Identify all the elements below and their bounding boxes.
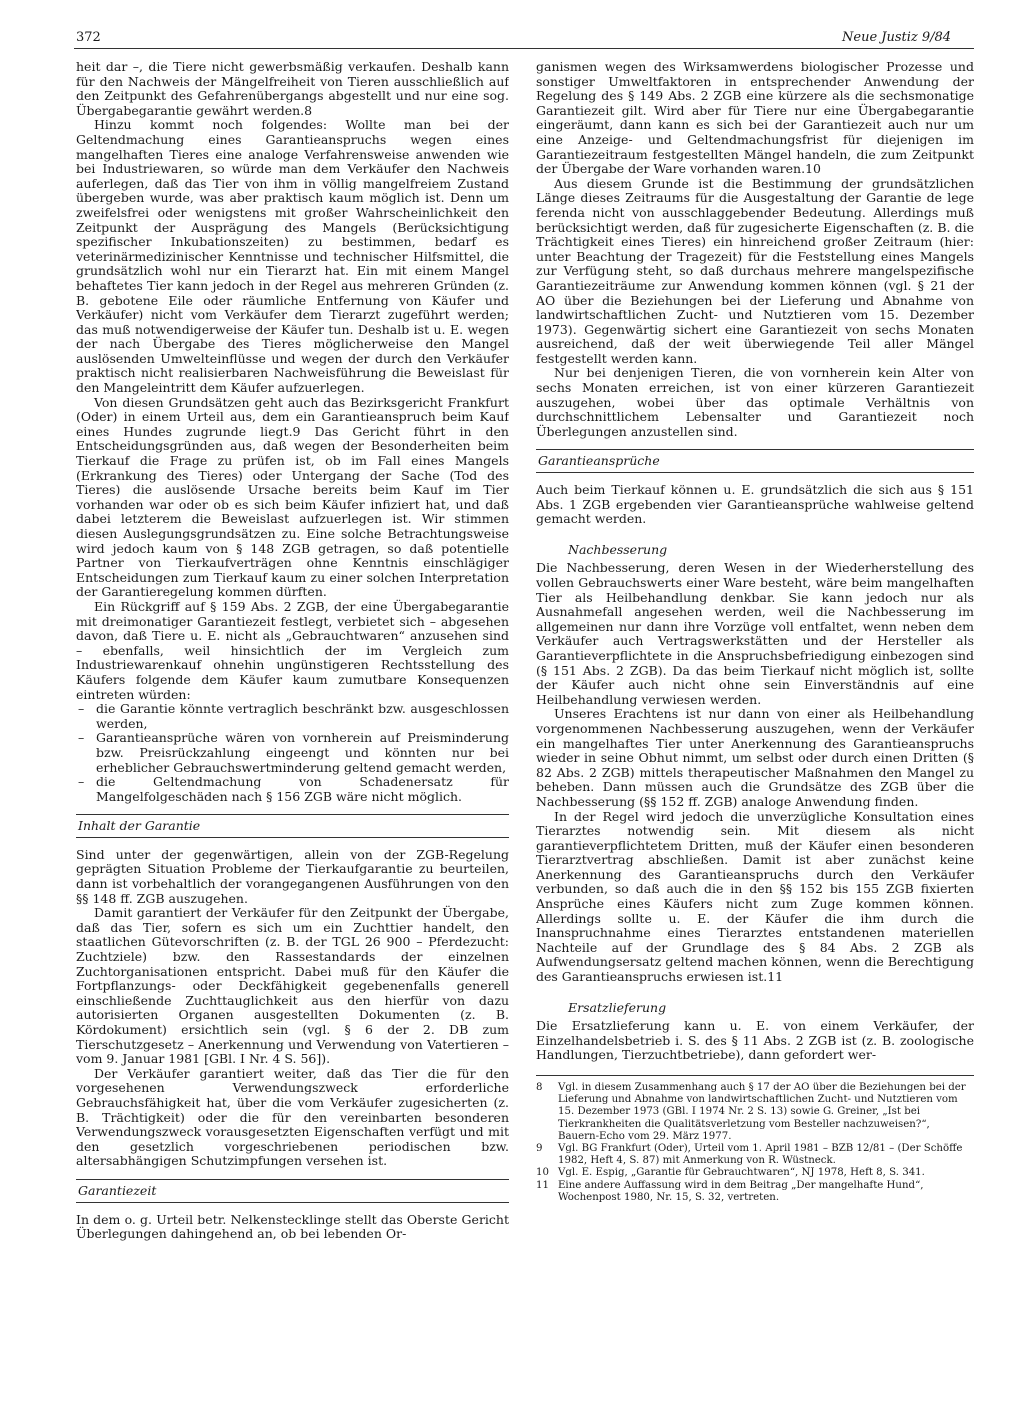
paragraph-garantieansprueche: Auch beim Tierkauf können u. E. grundsätzlich die sich aus § 151 Abs. 1 ZGB ergebenden vier Garantieansprüche wahlweise geltend gemacht werden.	[536, 482, 974, 527]
consequence-list	[76, 702, 509, 804]
subheading-nachbesserung: Nachbesserung	[568, 541, 668, 557]
footnote	[536, 1180, 974, 1204]
footnote	[536, 1082, 974, 1143]
journal-title: Neue Justiz 9/84	[842, 30, 952, 45]
paragraph-ersatzlieferung: Die Ersatzlieferung kann u. E. von einem Verkäufer, der Einzelhandelsbetrieb i. S. des § 11 Abs. 2 ZGB ist (z. B. zoologische Handlungen, Tierzuchtbetriebe), dann gefordert wer-	[536, 1018, 974, 1063]
section-heading-garantiezeit: Garantiezeit	[76, 1179, 509, 1203]
left-column	[76, 60, 509, 1408]
paragraph: Nur bei denjenigen Tieren, die von vornherein kein Alter von sechs Monaten erreichen, ist von einer kürzeren Garantiezeit auszugehen, wobei über das optimale Verhältnis von durchschnittlichem Lebensalter und Garantiezeit noch Überlegungen anzustellen sind.	[536, 365, 974, 439]
footnote-text: Vgl. in diesem Zusammenhang auch § 17 der AO über die Beziehungen bei der Lieferung und Abnahme von landwirtschaftlichen Zucht- und Nutztieren vom 15. Dezember 1973 (GBl. I 1974 Nr. 2 S. 13) sowie G. Greiner, „Ist bei Tierkrankheiten die Qualitätsverletzung vom Besteller nachzuweisen?“, Bauern-Echo vom 29. März 1977.	[558, 1082, 966, 1142]
list-item: – die Garantie könnte vertraglich beschränkt bzw. ausgeschlossen werden,	[76, 702, 509, 731]
paragraph: Von diesen Grundsätzen geht auch das Bezirksgericht Frankfurt (Oder) in einem Urteil aus, dem ein Garantieanspruch beim Kauf eines Hundes zugrunde liegt.9 Das Gericht führt in den Entscheidungsgründen aus, daß wegen der Besonderheiten beim Tierkauf die Frage zu prüfen ist, ob im Fall eines Mangels (Erkrankung des Tieres) oder Untergang der Sache (Tod des Tieres) die auslösende Ursache bereits beim Kauf im Tier vorhanden war oder ob es sich beim Käufer infiziert hat, und daß dabei letzterem die Beweislast aufzuerlegen ist. Wir stimmen diesen Auslegungsgrundsätzen zu. Eine solche Betrachtungsweise wird jedoch kaum von § 148 ZGB getragen, so daß potentielle Partner von Tierkaufverträgen ohne Kenntnis einschlägiger Entscheidungen zum Tierkauf kaum zu einer solchen Interpretation der Garantieregelung kommen dürften.	[76, 394, 509, 600]
footnote-text: Vgl. E. Espig, „Garantie für Gebrauchtwaren“, NJ 1978, Heft 8, S. 341.	[558, 1167, 925, 1179]
footnote	[536, 1143, 974, 1167]
right-column	[536, 60, 974, 1408]
footnote	[536, 1167, 974, 1179]
paragraph: Sind unter der gegenwärtigen, allein von der ZGB-Regelung geprägten Situation Probleme der Tierkaufgarantie zu beurteilen, dann ist vorbehaltlich der vorangegangenen Ausführungen von den §§ 148 ff. ZGB auszugehen.	[76, 846, 509, 906]
paragraph: Damit garantiert der Verkäufer für den Zeitpunkt der Übergabe, daß das Tier, sofern es sich um ein Zuchttier handelt, den staatlichen Gütevorschriften (z. B. der TGL 26 900 – Pferdezucht: Zuchtziele) bzw. den Rassestandards der einzelnen Zuchtorganisationen entspricht. Dabei muß für den Käufer die Fortpflanzungs- oder Deckfähigkeit gegebenenfalls generell einschließende Zuchttauglichkeit aus den hierfür von dazu autorisierten Organen ausgestellten Dokumenten (z. B. Kördokument) ersichtlich sein (vgl. § 6 der 2. DB zum Tierschutzgesetz – Anerkennung und Verwendung von Vatertieren – vom 9. Januar 1981 [GBl. I Nr. 4 S. 56]).	[76, 905, 509, 1067]
paragraph: Ein Rückgriff auf § 159 Abs. 2 ZGB, der eine Übergabegarantie mit dreimonatiger Garantiezeit festlegt, verbietet sich – abgesehen davon, daß Tiere u. E. nicht als „Gebrauchtwaren“ anzusehen sind – ebenfalls, weil hinsichtlich der im Vergleich zum Industriewarenkauf ohnehin ungünstigeren Rechtsstellung des Käufers folgende dem Käufer kaum zumutbare Konsequenzen eintreten würden:	[76, 598, 509, 702]
footnote-text: Eine andere Auffassung wird in dem Beitrag „Der mangelhafte Hund“, Wochenpost 1980, Nr. 15, S. 32, vertreten.	[558, 1179, 924, 1203]
paragraph: Aus diesem Grunde ist die Bestimmung der grundsätzlichen Länge dieses Zeitraums für die Ausgestaltung der Garantie de lege ferenda nicht von ausschlaggebender Bedeutung. Allerdings muß berücksichtigt werden, daß für zugesicherte Eigenschaften (z. B. die Trächtigkeit eines Tieres) ein hinreichend großer Zeitraum (hier: unter Beachtung der Tragezeit) für die Feststellung eines Mangels zur Verfügung steht, so daß durchaus mehrere mangelspezifische Garantiezeiträume zur Anwendung kommen können (vgl. § 21 der AO über die Beziehungen bei der Lieferung und Abnahme von landwirtschaftlichen Zucht- und Nutztieren vom 15. Dezember 1973). Gegenwärtig sichert eine Garantiezeit von sechs Monaten ausreichend, daß der weit überwiegende Teil aller Mängel festgestellt werden kann.	[536, 175, 974, 366]
footnote-number: 8	[536, 1082, 543, 1093]
paragraph: ganismen wegen des Wirksamwerdens biologischer Prozesse und sonstiger Umweltfaktoren in entsprechender Anwendung der Regelung des § 149 Abs. 2 ZGB eine kürzere als die sechsmonatige Garantiezeit gilt. Wird aber für Tiere nur eine Übergabegarantie eingeräumt, dann kann es sich bei der Garantiezeit auch nur um eine Anzeige- und Geltendmachungsfrist für diejenigen im Garantiezeitraum festgestellten Mängel handeln, die zum Zeitpunkt der Übergabe der Ware vorhanden waren.10	[536, 60, 974, 177]
page-number: 372	[76, 30, 101, 45]
paragraph: Der Verkäufer garantiert weiter, daß das Tier die für den vorgesehenen Verwendungszweck erforderliche Gebrauchsfähigkeit hat, über die vom Verkäufer zugesicherten (z. B. Trächtigkeit) oder die für den vereinbarten besonderen Verwendungszweck vorausgesetzten Eigenschaften verfügt und mit den gesetzlich vorgeschriebenen periodischen bzw. altersabhängigen Schutzimpfungen versehen ist.	[76, 1065, 509, 1169]
paragraph: Die Nachbesserung, deren Wesen in der Wiederherstellung des vollen Gebrauchswerts einer Ware besteht, wäre beim mangelhaften Tier als Heilbehandlung denkbar. Sie kann jedoch nur als Ausnahmefall angesehen werden, weil die Nachbesserung im allgemeinen nur dann ihre Vorzüge voll entfaltet, wenn neben dem Verkäufer auch Vertragswerkstätten und der Hersteller als Garantieverpflichtete in die Anspruchsbefriedigung einbezogen sind (§ 151 Abs. 2 ZGB). Da das beim Tierkauf nicht möglich ist, sollte der Käufer auch nicht ohne sein Einverständnis auf eine Heilbehandlung verwiesen werden.	[536, 560, 974, 707]
header-rule	[74, 48, 974, 49]
paragraph: In dem o. g. Urteil betr. Nelkenstecklinge stellt das Oberste Gericht Überlegungen dahingehend an, ob bei lebenden Or-	[76, 1211, 509, 1242]
footnote-text: Vgl. BG Frankfurt (Oder), Urteil vom 1. April 1981 – BZB 12/81 – (Der Schöffe 1982, Heft 4, S. 87) mit Anmerkung von R. Wüstneck.	[558, 1143, 963, 1167]
paragraph: In der Regel wird jedoch die unverzügliche Konsultation eines Tierarztes notwendig sein. Mit diesem als nicht garantieverpflichtetem Dritten, muß der Käufer einen besonderen Tierarztvertrag abschließen. Damit ist aber zunächst keine Anerkennung des Garantieanspruchs durch den Verkäufer verbunden, so daß auch die in den §§ 152 bis 155 ZGB fixierten Ansprüche eines Käufers nicht zum Zuge kommen können. Allerdings sollte u. E. der Käufer die ihm durch die Inanspruchnahme eines Tierarztes entstandenen materiellen Nachteile auf der Grundlage des § 84 Abs. 2 ZGB als Aufwendungsersatz geltend machen können, wenn die Berechtigung des Garantieanspruchs erwiesen ist.11	[536, 808, 974, 985]
section-heading-garantieansprueche: Garantieansprüche	[536, 449, 974, 473]
paragraph: Unseres Erachtens ist nur dann von einer als Heilbehandlung vorgenommenen Nachbesserung auszugehen, wenn der Verkäufer ein mangelhaftes Tier unter Anerkennung des Garantieanspruchs wieder in seine Obhut nimmt, um selbst oder durch einen Dritten (§ 82 Abs. 2 ZGB) mittels therapeutischer Maßnahmen den Mangel zu beheben. Dann müssen auch die Grundsätze des ZGB über die Nachbesserung (§§ 152 ff. ZGB) analoge Anwendung finden.	[536, 706, 974, 809]
footnotes	[536, 1082, 974, 1204]
subheading-ersatzlieferung: Ersatzlieferung	[568, 999, 667, 1015]
footnote-number: 9	[536, 1143, 543, 1155]
list-item: – Garantieansprüche wären von vornherein auf Preisminderung bzw. Preisrückzahlung eingeengt und könnten nur bei erheblicher Gebrauchswertminderung geltend gemacht werden,	[76, 731, 509, 775]
footnote-rule	[536, 1075, 974, 1076]
footnote-number: 11	[536, 1179, 549, 1191]
paragraph: Hinzu kommt noch folgendes: Wollte man bei der Geltendmachung eines Garantieanspruchs wegen eines mangelhaften Tieres eine analoge Verfahrensweise anwenden wie bei Industriewaren, so würde man dem Verkäufer den Nachweis auferlegen, daß das Tier von ihm in völlig mangelfreiem Zustand übergeben wurde, was aber praktisch kaum möglich ist. Denn um zweifelsfrei oder wenigstens mit großer Wahrscheinlichkeit den Zeitpunkt der Ausprägung des Mangels (Berücksichtigung spezifischer Inkubationszeiten) zu bestimmen, bedarf es veterinärmedizinischer Kenntnisse und technischer Hilfsmittel, die grundsätzlich wohl nur ein Tierarzt hat. Ein mit einem Mangel behaftetes Tier kann jedoch in der Regel aus mehreren Gründen (z. B. gebotene Eile oder räumliche Entfernung von Käufer und Verkäufer) nicht vom Verkäufer dem Tierarzt zugeführt werden; das muß notwendigerweise der Käufer tun. Deshalb ist u. E. wegen der nach Übergabe des Tieres möglicherweise den Mangel auslösenden Umwelteinflüsse und wegen der durch den Verkäufer praktisch nicht realisierbaren Nachweisführung die Beweislast für den Mangeleintritt dem Käufer aufzuerlegen.	[76, 117, 509, 396]
footnote-number: 10	[536, 1167, 549, 1179]
paragraph: heit dar –, die Tiere nicht gewerbsmäßig verkaufen. Deshalb kann für den Nachweis der Mängelfreiheit von Tieren ausschließlich auf den Zeitpunkt des Gefahrenübergangs abgestellt und nur eine sog. Übergabegarantie gewährt werden.8	[76, 60, 509, 118]
section-heading-inhalt: Inhalt der Garantie	[76, 814, 509, 838]
list-item: – die Geltendmachung von Schadenersatz für Mangelfolgeschäden nach § 156 ZGB wäre nicht möglich.	[76, 775, 509, 804]
